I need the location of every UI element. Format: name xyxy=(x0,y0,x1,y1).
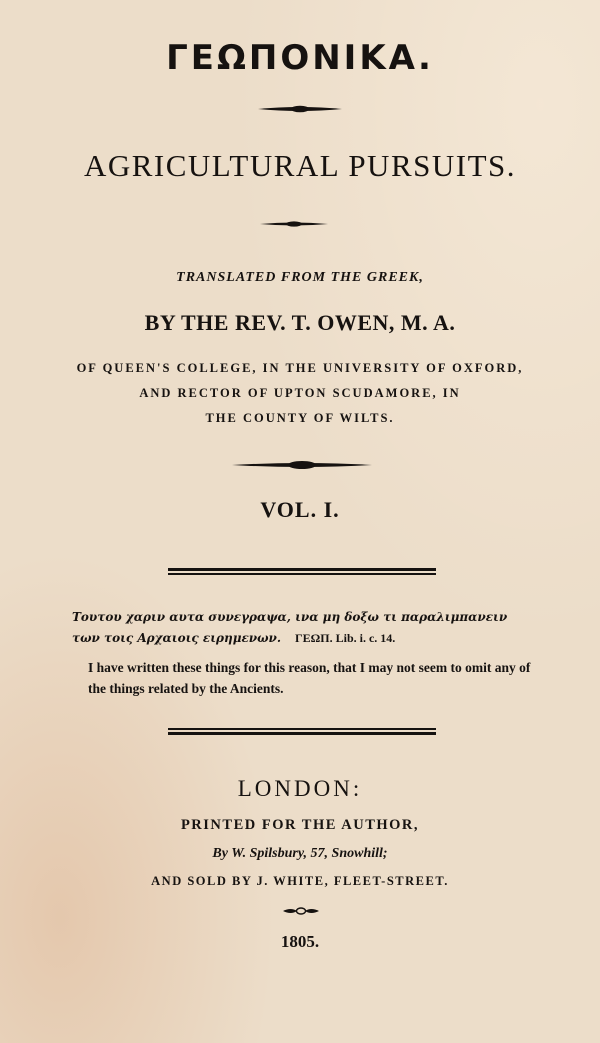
imprint-sold-by: AND SOLD BY J. WHITE, FLEET-STREET. xyxy=(151,874,449,888)
greek-title: ΓΕΩΠΟΝΙΚΑ. xyxy=(166,38,434,78)
author-line: BY THE REV. T. OWEN, M. A. xyxy=(144,310,456,335)
affiliation-line-2: AND RECTOR OF UPTON SCUDAMORE, IN xyxy=(139,386,461,400)
greek-epigraph-text: Τουτου χαριν αυτα συνεγραψα, ινα μη δοξω τι παραλιμπανειν των τοις Αρχαιοις ειρημενων. xyxy=(72,610,508,645)
affiliation-line-3: THE COUNTY OF WILTS. xyxy=(205,411,395,425)
ornamental-rule-1 xyxy=(256,102,344,116)
main-title: AGRICULTURAL PURSUITS. xyxy=(83,148,517,183)
affiliation-line-1: OF QUEEN'S COLLEGE, IN THE UNIVERSITY OF OXFORD, xyxy=(76,361,524,375)
fleuron-ornament xyxy=(281,905,321,917)
ornamental-rule-2 xyxy=(258,218,330,230)
publication-year: 1805. xyxy=(280,932,320,951)
imprint-printed-for: PRINTED FOR THE AUTHOR, xyxy=(180,817,420,833)
greek-epigraph-reference: ΓΕΩΠ. Lib. i. c. 14. xyxy=(295,631,396,645)
ornamental-rule-3 xyxy=(230,457,374,473)
english-epigraph xyxy=(72,657,532,699)
english-epigraph-text: I have written these things for this reason, that I may not seem to omit any of the things related by the Ancients. xyxy=(88,660,531,696)
greek-epigraph xyxy=(72,607,532,649)
volume-label: VOL. I. xyxy=(260,497,340,522)
double-rule-bottom xyxy=(168,726,436,736)
imprint-city: LONDON: xyxy=(237,776,363,801)
imprint-printer: By W. Spilsbury, 57, Snowhill; xyxy=(212,846,388,861)
double-rule-top xyxy=(168,566,436,576)
translated-line: TRANSLATED FROM THE GREEK, xyxy=(176,270,424,285)
